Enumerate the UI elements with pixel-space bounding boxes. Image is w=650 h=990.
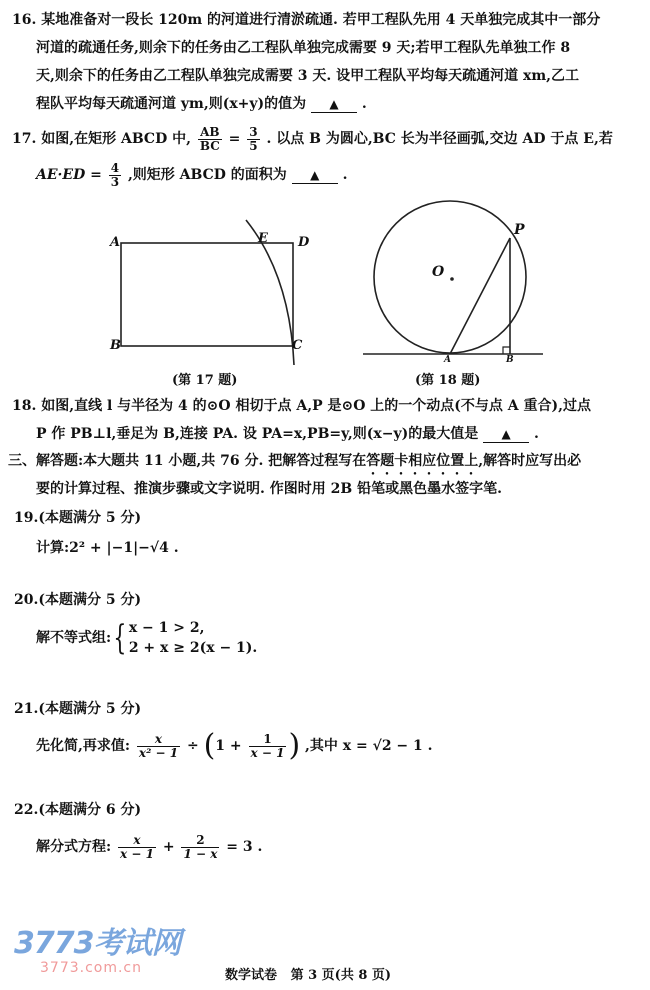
right-paren-icon: ) — [288, 728, 301, 763]
one-plus: 1 + — [215, 738, 242, 754]
label-d: D — [298, 235, 310, 250]
q16-end: . — [361, 96, 367, 112]
label-b-18: B — [506, 355, 514, 365]
fraction-numerator: 1 — [249, 733, 287, 747]
fraction-numerator: 3 — [249, 124, 258, 139]
q17-line-2-prefix: AE·ED = — [36, 167, 102, 183]
label-o: O — [432, 264, 445, 280]
circle-o — [374, 201, 526, 353]
figure-17-caption: (第 17 题) — [172, 373, 238, 388]
arc-bc — [246, 220, 294, 365]
q22-fraction-2 — [181, 834, 219, 861]
plus-sign: + — [162, 839, 175, 855]
fraction-numerator: x — [137, 733, 180, 747]
q19-header: 19.(本题满分 5 分) — [14, 510, 142, 526]
watermark-logo — [14, 928, 181, 976]
q20-header: 20.(本题满分 5 分) — [14, 592, 142, 608]
q22-body — [36, 830, 262, 864]
fraction-numerator: AB — [198, 126, 222, 140]
q17-line-2 — [36, 160, 347, 190]
q21-header: 21.(本题满分 5 分) — [14, 701, 142, 717]
q18-line-1: 18. 如图,直线 l 与半径为 4 的⊙O 相切于点 A,P 是⊙O 上的一个动点(不与点 A 重合),过点 — [12, 398, 592, 414]
fraction-denominator: x − 1 — [250, 745, 285, 760]
fraction-numerator: 2 — [181, 834, 219, 848]
answer-blank[interactable]: ▲ — [292, 167, 338, 184]
divide-sign: ÷ — [186, 738, 199, 754]
right-angle-mark — [503, 347, 510, 354]
figure-18-caption: (第 18 题) — [415, 373, 481, 388]
q22-header: 22.(本题满分 6 分) — [14, 802, 142, 818]
fraction-denominator: x² − 1 — [138, 745, 179, 760]
q18-line-2-text: P 作 PB⊥l,垂足为 B,连接 PA. 设 PA=x,PB=y,则(x−y)的最大值是 — [36, 426, 479, 442]
q16-line-4-text: 程队平均每天疏通河道 ym,则(x+y)的值为 — [36, 96, 307, 112]
segment-pa — [450, 238, 510, 354]
label-c: C — [292, 338, 303, 353]
fraction-numerator: x — [118, 834, 156, 848]
rectangle-abcd — [121, 243, 293, 346]
figure-17 — [100, 205, 320, 365]
fraction-denominator: 3 — [110, 174, 120, 189]
answer-blank[interactable]: ▲ — [311, 96, 357, 113]
q17-end: . — [342, 167, 348, 183]
q21-body — [36, 728, 433, 764]
q19-body: 计算:2² + |−1|−√4 . — [36, 540, 179, 556]
q17-prefix: 17. 如图,在矩形 ABCD 中, — [12, 131, 191, 147]
center-point-o — [450, 277, 454, 281]
fraction-numerator: 4 — [110, 160, 120, 175]
section-3-line-1 — [8, 451, 581, 478]
equals-sign: = — [228, 131, 241, 147]
q17-fraction-4-3 — [109, 162, 121, 189]
watermark-url: 3773.com.cn — [40, 960, 142, 976]
left-paren-icon: ( — [203, 728, 216, 763]
q17-fraction-3-5 — [247, 126, 259, 153]
q17-rest: . 以点 B 为圆心,BC 长为半径画弧,交边 AD 于点 E,若 — [266, 131, 613, 147]
q18-end: . — [534, 426, 539, 442]
q22-fraction-1 — [118, 834, 156, 861]
fraction-denominator: 5 — [249, 138, 258, 153]
fraction-denominator: 1 − x — [183, 846, 218, 861]
q22-rest: = 3 . — [226, 839, 263, 855]
inequality-2: 2 + x ≥ 2(x − 1). — [128, 640, 258, 656]
inequality-system — [129, 618, 257, 658]
section-3-text-b: ,解答时应写出必 — [478, 453, 582, 469]
q20-body — [36, 618, 257, 658]
label-b: B — [110, 338, 121, 353]
q16-line-3: 天,则余下的任务由乙工程队单独完成需要 3 天. 设甲工程队平均每天疏通河道 xm,乙工 — [36, 68, 580, 84]
inequality-1: x − 1 > 2, — [128, 620, 205, 636]
q18-line-2 — [36, 424, 539, 444]
fraction-denominator: x − 1 — [120, 846, 154, 861]
label-a: A — [110, 235, 121, 250]
q17-line-1 — [12, 124, 613, 154]
section-3-text-a: 三、解答题:本大题共 11 小题,共 76 分. 把解答过程写在 — [8, 453, 367, 469]
q20-prefix: 解不等式组: — [36, 630, 112, 646]
section-3-line-2: 要的计算过程、推演步骤或文字说明. 作图时用 2B 铅笔或黑色墨水签字笔. — [36, 481, 502, 497]
q21-fraction-1 — [137, 733, 180, 760]
q21-prefix: 先化简,再求值: — [36, 738, 131, 754]
fraction-denominator: BC — [199, 138, 220, 153]
q21-fraction-2 — [249, 733, 287, 760]
q17-line-2-rest: ,则矩形 ABCD 的面积为 — [127, 167, 287, 183]
answer-blank[interactable]: ▲ — [483, 426, 529, 443]
q16-line-2: 河道的疏通任务,则余下的任务由乙工程队单独完成需要 9 天;若甲工程队先单独工作 8 — [36, 40, 571, 56]
left-brace-icon: { — [113, 618, 127, 658]
q16-line-4 — [36, 94, 367, 114]
q17-fraction-ab-bc — [198, 126, 222, 153]
q21-rest: ,其中 x = √2 − 1 . — [305, 738, 433, 754]
label-e: E — [258, 231, 268, 246]
label-p: P — [514, 222, 525, 238]
section-3-emphasis: 答题卡相应位置上 — [366, 453, 479, 469]
label-a-18: A — [444, 355, 451, 365]
q16-line-1: 16. 某地准备对一段长 120m 的河道进行清淤疏通. 若甲工程队先用 4 天单独完成其中一部分 — [12, 12, 601, 28]
watermark-main: 3773考试网 — [14, 926, 181, 961]
q22-prefix: 解分式方程: — [36, 839, 112, 855]
page-footer: 数学试卷 第 3 页(共 8 页) — [225, 968, 392, 983]
